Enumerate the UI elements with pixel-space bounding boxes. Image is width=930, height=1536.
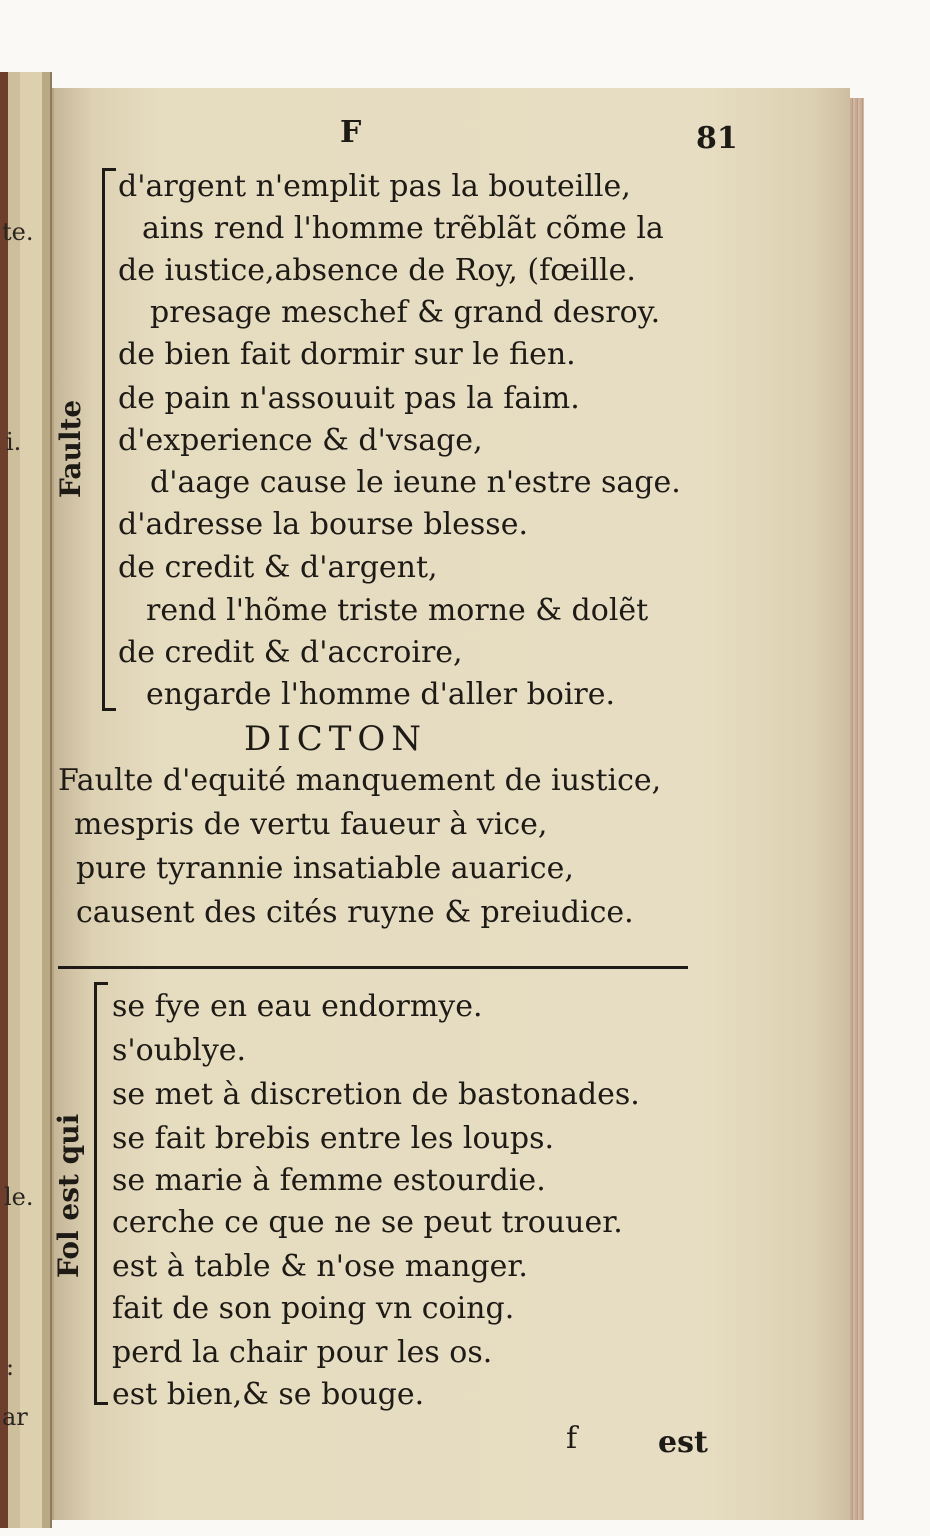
faulte-brace-bottom [102, 708, 116, 711]
page-number: 81 [696, 121, 738, 156]
dicton-line: pure tyrannie insatiable auarice, [76, 851, 574, 886]
left-page-fragment: le. [4, 1183, 34, 1211]
fol-line: perd la chair pour les os. [112, 1335, 493, 1370]
faulte-line: de iustice,absence de Roy, (fœille. [118, 253, 636, 288]
left-page-fragment: te. [2, 218, 34, 246]
faulte-line: presage meschef & grand desroy. [150, 295, 661, 330]
fol-line: se met à discretion de bastonades. [112, 1077, 640, 1112]
fol-line: se fait brebis entre les loups. [112, 1121, 555, 1156]
previous-page-edge [0, 72, 52, 1528]
faulte-line: engarde l'homme d'aller boire. [146, 677, 616, 712]
fol-line: s'oublye. [112, 1033, 247, 1068]
fol-line: se marie à femme estourdie. [112, 1163, 546, 1198]
faulte-line: de bien fait dormir sur le fien. [118, 337, 576, 372]
dicton-line: causent des cités ruyne & preiudice. [76, 895, 634, 930]
faulte-line: d'aage cause le ieune n'estre sage. [150, 465, 681, 500]
fol-brace-bottom [94, 1402, 108, 1405]
fol-line: se fye en eau endormye. [112, 989, 483, 1024]
faulte-side-label: Faulte [54, 399, 87, 498]
faulte-line: rend l'hõme triste morne & dolẽt [146, 593, 649, 628]
dicton-line: mespris de vertu faueur à vice, [74, 807, 548, 842]
dicton-title: DICTON [244, 719, 428, 759]
faulte-brace-bar [102, 170, 105, 710]
fol-brace-top [94, 982, 108, 985]
faulte-line: d'experience & d'vsage, [118, 423, 483, 458]
faulte-line: d'argent n'emplit pas la bouteille, [118, 169, 631, 204]
fol-line: est bien,& se bouge. [112, 1377, 425, 1412]
fol-brace-bar [94, 984, 97, 1404]
fol-line: est à table & n'ose manger. [112, 1249, 528, 1284]
section-divider-rule [58, 966, 688, 969]
signature-mark: F [340, 115, 362, 150]
catchword-signature: f [566, 1421, 578, 1456]
fol-side-label: Fol est qui [52, 1113, 85, 1278]
fol-line: fait de son poing vn coing. [112, 1291, 515, 1326]
faulte-line: de credit & d'accroire, [118, 635, 463, 670]
faulte-line: de credit & d'argent, [118, 550, 438, 585]
faulte-brace-top [102, 168, 116, 171]
left-page-fragment: i. [6, 428, 22, 456]
faulte-line: d'adresse la bourse blesse. [118, 507, 528, 542]
page-edge-stack [850, 98, 864, 1520]
left-page-fragment: : [6, 1353, 15, 1381]
dicton-line: Faulte d'equité manquement de iustice, [58, 763, 662, 798]
catchword: est [658, 1425, 708, 1460]
faulte-line: de pain n'assouuit pas la faim. [118, 381, 580, 416]
left-page-fragment: ar [2, 1403, 28, 1431]
fol-line: cerche ce que ne se peut trouuer. [112, 1205, 623, 1240]
faulte-line: ains rend l'homme trẽblãt cõme la [142, 211, 664, 246]
